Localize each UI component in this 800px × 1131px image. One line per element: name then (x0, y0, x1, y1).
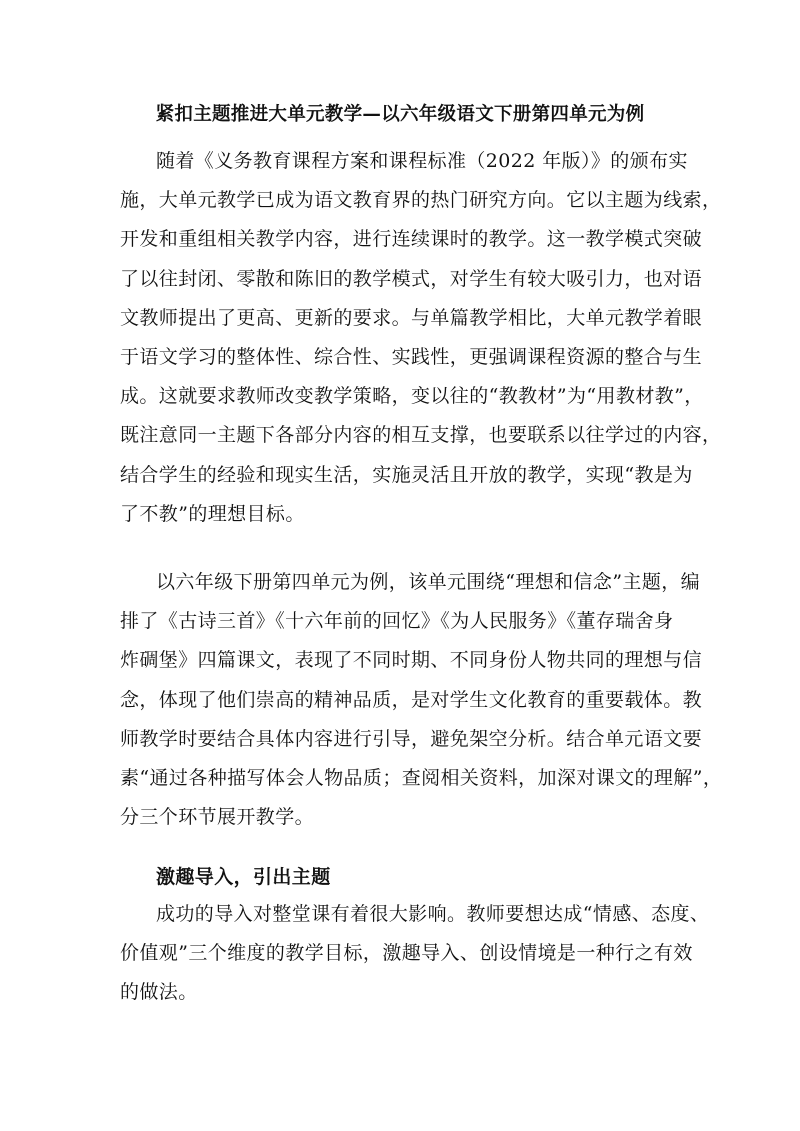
text-line: 施，大单元教学已成为语文教育界的热门研究方向。它以主题为线索， (120, 189, 722, 212)
text-line: 师教学时要结合具体内容进行引导，避免架空分析。结合单元语文要 (120, 727, 703, 750)
text-line: 了以往封闭、零散和陈旧的教学模式，对学生有较大吸引力，也对语 (120, 267, 703, 290)
text-line: 于语文学习的整体性、综合性、实践性，更强调课程资源的整合与生 (120, 346, 703, 369)
section-heading: 激趣导入，引出主题 (156, 866, 331, 888)
paragraph-section-body (120, 895, 710, 1013)
text-line: 以六年级下册第四单元为例，该单元围绕“理想和信念”主题，编 (156, 571, 701, 593)
text-line: 的做法。 (120, 981, 198, 1004)
text-line: 分三个环节展开教学。 (120, 806, 315, 829)
text-line: 既注意同一主题下各部分内容的相互支撑，也要联系以往学过的内容， (120, 424, 722, 447)
paragraph-unit-example (120, 563, 723, 837)
text-line: 成功的导入对整堂课有着很大影响。教师要想达成“情感、态度、 (156, 903, 710, 925)
text-line: 文教师提出了更高、更新的要求。与单篇教学相比，大单元教学着眼 (120, 306, 703, 329)
text-line: 排了《古诗三首》《十六年前的回忆》《为人民服务》《董存瑞舍身 (120, 610, 674, 633)
document-title: 紧扣主题推进大单元教学—以六年级语文下册第四单元为例 (155, 104, 645, 125)
text-line: 结合学生的经验和现实生活，实施灵活且开放的教学，实现“教是为 (120, 463, 693, 486)
text-line: 了不教”的理想目标。 (120, 502, 305, 525)
text-line: 炸碉堡》四篇课文，表现了不同时期、不同身份人物共同的理想与信 (120, 649, 703, 672)
text-line: 开发和重组相关教学内容，进行连续课时的教学。这一教学模式突破 (120, 228, 703, 251)
text-line: 念，体现了他们崇高的精神品质，是对学生文化教育的重要载体。教 (120, 688, 703, 711)
text-line: 成。这就要求教师改变教学策略，变以往的“教教材”为“用教材教”， (120, 385, 704, 408)
text-line: 随着《义务教育课程方案和课程标准（2022 年版）》的颁布实 (156, 150, 688, 172)
text-line: 价值观”三个维度的教学目标，激趣导入、创设情境是一种行之有效 (120, 942, 693, 965)
paragraph-intro (120, 142, 722, 534)
text-line: 素“通过各种描写体会人物品质；查阅相关资料，加深对课文的理解”， (120, 767, 723, 790)
